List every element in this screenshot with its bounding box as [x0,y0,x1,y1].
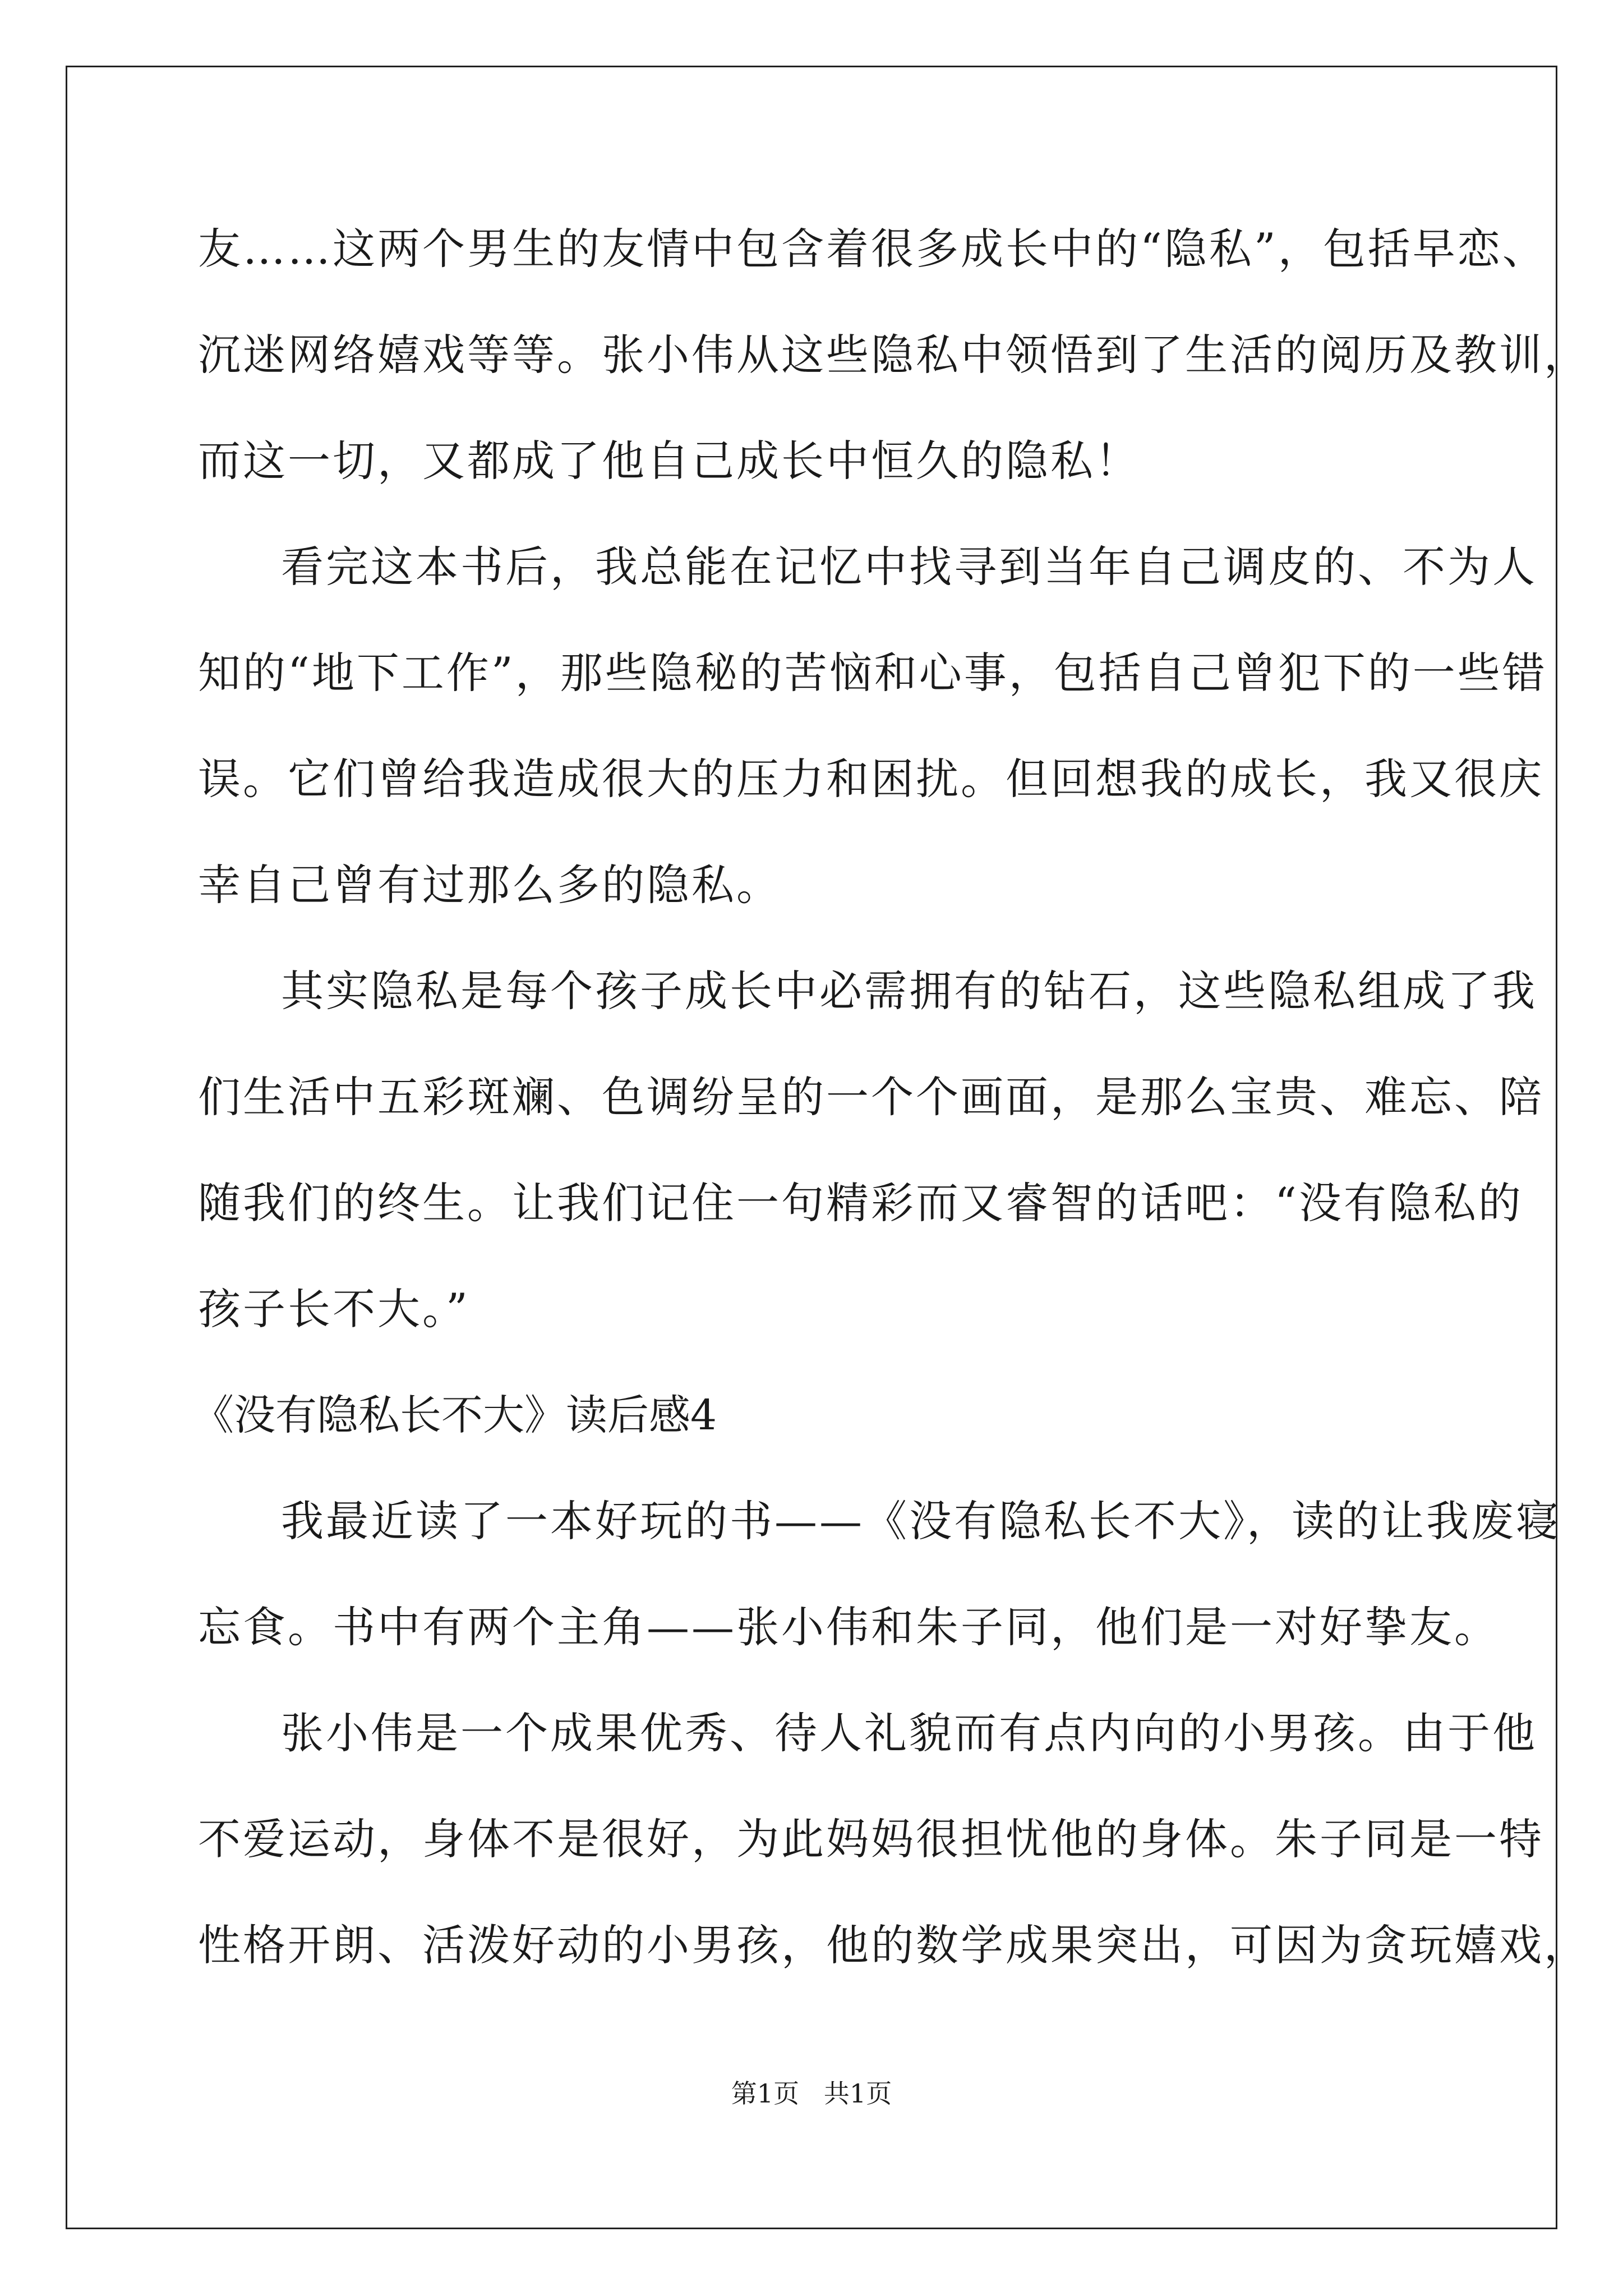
text-line: 其实隐私是每个孩子成长中必需拥有的钻石，这些隐私组成了我 [281,966,1537,1016]
text-line: 看完这本书后，我总能在记忆中找寻到当年自己调皮的、不为人 [281,542,1537,592]
paragraph-2 [198,537,1547,961]
text-line: 孩子长不大。” [198,1284,470,1334]
paragraph-5 [198,1703,1589,2021]
text-line: 性格开朗、活泼好动的小男孩，他的数学成果突出，可因为贪玩嬉戏， [198,1920,1589,1970]
text-line: 而这一切，又都成了他自己成长中恒久的隐私！ [198,436,1140,486]
text-line: 随我们的终生。让我们记住一句精彩而又睿智的话吧：“没有隐私的 [198,1178,1523,1228]
text-line: 友……这两个男生的友情中包含着很多成长中的“隐私”，包括早恋、 [198,224,1547,274]
text-line: 知的“地下工作”，那些隐秘的苦恼和心事，包括自己曾犯下的一些错 [198,648,1547,698]
text-line: 误。它们曾给我造成很大的压力和困扰。但回想我的成长，我又很庆 [198,754,1544,804]
paragraph-1 [198,219,1589,537]
section-heading: 《没有隐私长不大》读后感4 [192,1391,717,1439]
paragraph-4 [198,1491,1561,1703]
text-line: 们生活中五彩斑斓、色调纷呈的一个个画面，是那么宝贵、难忘、陪 [198,1072,1544,1122]
paragraph-3 [198,961,1544,1385]
page-footer: 第1页 共1页 [731,2078,892,2109]
text-line: 我最近读了一本好玩的书——《没有隐私长不大》，读的让我废寝 [281,1496,1561,1546]
text-line: 幸自己曾有过那么多的隐私。 [198,860,781,910]
document-body [192,219,1589,2021]
text-line: 沉迷网络嬉戏等等。张小伟从这些隐私中领悟到了生活的阅历及教训， [198,330,1589,380]
text-line: 忘食。书中有两个主角——张小伟和朱子同，他们是一对好挚友。 [198,1602,1499,1652]
text-line: 张小伟是一个成果优秀、待人礼貌而有点内向的小男孩。由于他 [281,1708,1537,1758]
text-line: 不爱运动，身体不是很好，为此妈妈很担忧他的身体。朱子同是一特 [198,1814,1544,1864]
